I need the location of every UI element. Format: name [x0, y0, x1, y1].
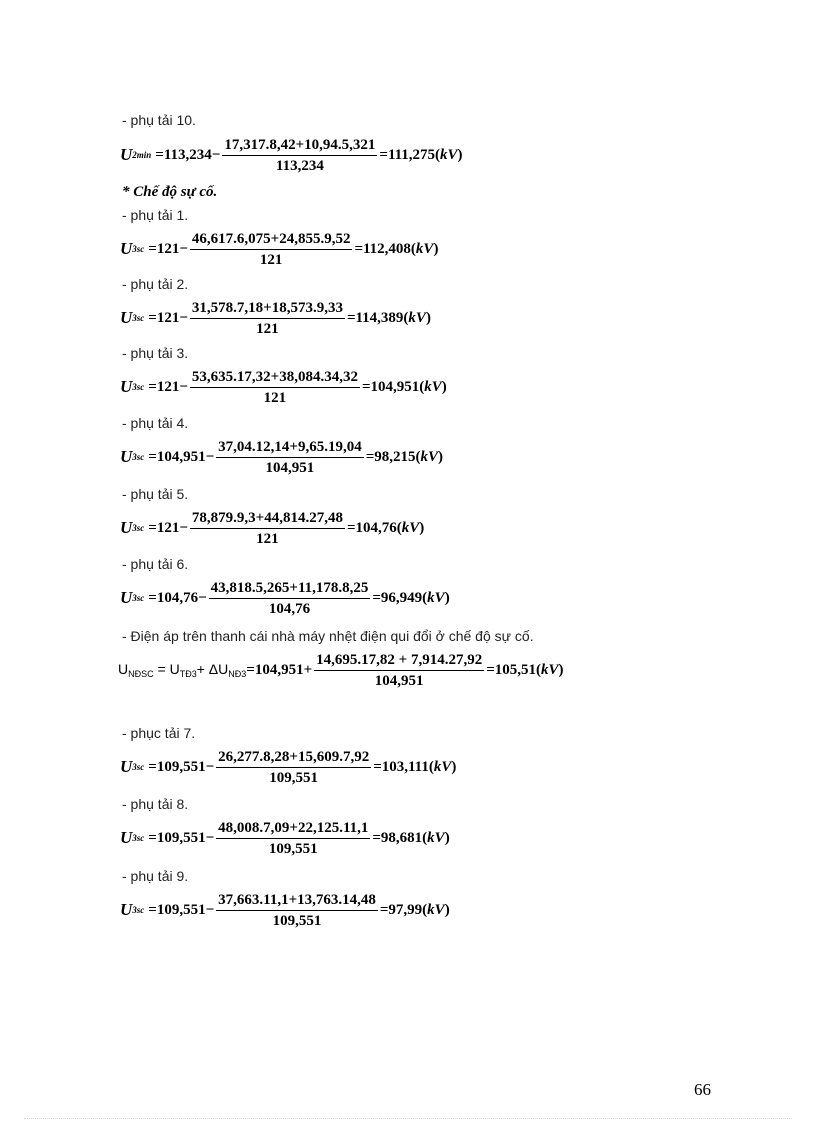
delta-voltage: + ΔU — [196, 661, 229, 677]
equation-load-10 — [120, 135, 463, 175]
unit: kV — [433, 758, 452, 775]
voltage-symbol: U — [120, 377, 133, 396]
fraction — [190, 368, 360, 407]
equation-result: =104,951( — [361, 378, 425, 395]
fraction-numerator: 43,818.5,265+11,178.8,25 — [209, 579, 371, 599]
fraction — [190, 230, 353, 269]
voltage-symbol: U — [120, 900, 133, 919]
fraction-denominator: 109,551 — [272, 912, 322, 929]
unit: kV — [424, 378, 442, 395]
unit-close: ) — [419, 519, 425, 536]
fraction-numerator: 31,578.7,18+18,573.9,33 — [190, 299, 345, 319]
equation-result: =97,99( — [379, 901, 428, 918]
voltage-subscript: TĐ3 — [179, 669, 197, 679]
equation-result: =98,681( — [372, 829, 428, 846]
voltage-symbol: U — [120, 757, 133, 776]
voltage-symbol: U — [120, 588, 133, 607]
unit: kV — [427, 901, 445, 918]
load-label-1: - phụ tải 1. — [122, 207, 189, 223]
equation-lhs: =109,551− — [148, 901, 215, 918]
unit-close: ) — [457, 146, 463, 163]
voltage-subscript: NĐ3 — [228, 669, 247, 679]
fraction-denominator: 113,234 — [275, 157, 324, 174]
unit-close: ) — [444, 589, 450, 606]
load-label-9: - phụ tải 9. — [122, 868, 189, 884]
equation-result: =98,215( — [365, 448, 421, 465]
load-label-8: - phụ tải 8. — [122, 796, 189, 812]
unit: kV — [415, 240, 434, 257]
unit-close: ) — [433, 240, 439, 257]
voltage-symbol: U — [120, 447, 133, 466]
voltage-subscript: 3sc — [132, 244, 145, 254]
load-label-2: - phụ tải 2. — [122, 276, 189, 292]
fraction-numerator: 14,695.17,82 + 7,914.27,92 — [314, 651, 484, 671]
unit-close: ) — [438, 448, 444, 465]
fraction — [190, 509, 345, 548]
fraction-denominator: 121 — [263, 389, 287, 406]
page-bottom-divider — [24, 1118, 792, 1119]
voltage-symbol: U — [120, 308, 133, 327]
fraction — [216, 748, 371, 787]
unit-close: ) — [444, 901, 450, 918]
unit: kV — [427, 589, 445, 606]
equation-load-4 — [120, 437, 443, 477]
busbar-voltage-definition — [118, 661, 246, 679]
equation-lhs: =109,551− — [148, 829, 215, 846]
voltage-subscript: 3sc — [132, 452, 145, 462]
fraction — [216, 438, 364, 477]
voltage-subscript: 3sc — [132, 905, 145, 915]
equation-load-2 — [120, 298, 431, 338]
unit: kV — [401, 519, 420, 536]
unit-close: ) — [558, 661, 564, 678]
fraction — [314, 651, 484, 690]
unit: kV — [408, 309, 426, 326]
fraction-numerator: 78,879.9,3+44,814.27,48 — [190, 509, 345, 529]
equation-lhs: =104,951+ — [246, 661, 313, 678]
unit: kV — [541, 661, 559, 678]
equation-result: =111,275( — [379, 146, 441, 163]
equation-result: =103,111( — [373, 758, 434, 775]
unit-close: ) — [451, 758, 457, 775]
voltage-subscript: NĐSC — [128, 669, 154, 679]
equation-result: =104,76( — [346, 519, 402, 536]
voltage-symbol: U — [120, 239, 133, 258]
load-label-10: - phụ tải 10. — [122, 112, 196, 128]
fraction — [222, 136, 377, 175]
equation-lhs: =121− — [148, 519, 188, 536]
voltage-symbol: U — [120, 828, 133, 847]
unit: kV — [420, 448, 439, 465]
equation-lhs: =121− — [148, 240, 188, 257]
equation-load-3 — [120, 367, 447, 407]
page-number: 66 — [694, 1080, 711, 1099]
fraction-numerator: 53,635.17,32+38,084.34,32 — [190, 368, 360, 388]
voltage-subscript: 3sc — [132, 523, 145, 533]
load-label-6: - phụ tải 6. — [122, 556, 189, 572]
equation-lhs: =121− — [148, 378, 188, 395]
load-label-3: - phụ tải 3. — [122, 345, 189, 361]
fraction — [209, 579, 371, 618]
equation-lhs: =113,234− — [155, 146, 221, 163]
fraction-numerator: 48,008.7,09+22,125.11,1 — [216, 819, 370, 839]
fraction — [216, 819, 370, 858]
voltage-subscript: 3sc — [132, 382, 145, 392]
unit-close: ) — [444, 829, 450, 846]
fraction-denominator: 121 — [256, 320, 279, 337]
voltage-symbol: U — [120, 145, 133, 164]
voltage-subscript: 2min — [132, 150, 152, 160]
load-label-4: - phụ tải 4. — [122, 415, 189, 431]
fraction-denominator: 109,551 — [268, 840, 318, 857]
equation-load-1 — [120, 229, 438, 269]
unit: kV — [427, 829, 445, 846]
fraction-numerator: 46,617.6,075+24,855.9,52 — [190, 230, 353, 250]
equals-sign: = U — [153, 661, 180, 677]
section-heading-fault-mode: * Chế độ sự cố. — [122, 184, 218, 200]
equation-result: =105,51( — [486, 661, 541, 678]
equation-lhs: =104,951− — [148, 448, 215, 465]
fraction-denominator: 104,951 — [265, 459, 315, 476]
fraction — [190, 299, 345, 338]
unit-close: ) — [425, 309, 431, 326]
voltage-symbol: U — [118, 661, 129, 677]
fraction-denominator: 104,951 — [374, 672, 424, 689]
equation-load-7 — [120, 747, 456, 787]
equation-lhs: =109,551− — [148, 758, 215, 775]
equation-lhs: =121− — [148, 309, 188, 326]
unit: kV — [440, 146, 458, 163]
load-label-7: - phục tải 7. — [122, 725, 196, 741]
fraction-numerator: 37,04.12,14+9,65.19,04 — [216, 438, 364, 458]
load-label-5: - phụ tải 5. — [122, 486, 189, 502]
fraction — [216, 891, 378, 930]
fraction-denominator: 104,76 — [268, 600, 311, 617]
busbar-voltage-label: - Điện áp trên thanh cái nhà máy nhệt điện qui đổi ở chế độ sự cố. — [122, 628, 534, 644]
voltage-subscript: 3sc — [132, 762, 145, 772]
fraction-denominator: 121 — [256, 530, 279, 547]
equation-result: =112,408( — [354, 240, 416, 257]
equation-busbar-voltage — [118, 650, 564, 690]
voltage-subscript: 3sc — [132, 593, 145, 603]
equation-load-9 — [120, 890, 450, 930]
equation-load-8 — [120, 818, 450, 858]
voltage-symbol: U — [120, 518, 133, 537]
equation-load-6 — [120, 578, 450, 618]
voltage-subscript: 3sc — [132, 833, 145, 843]
equation-lhs: =104,76− — [148, 589, 207, 606]
fraction-numerator: 17,317.8,42+10,94.5,321 — [222, 136, 377, 156]
equation-result: =96,949( — [372, 589, 428, 606]
fraction-denominator: 109,551 — [269, 769, 319, 786]
equation-load-5 — [120, 508, 424, 548]
fraction-numerator: 37,663.11,1+13,763.14,48 — [216, 891, 378, 911]
fraction-denominator: 121 — [259, 251, 283, 268]
unit-close: ) — [441, 378, 447, 395]
fraction-numerator: 26,277.8,28+15,609.7,92 — [216, 748, 371, 768]
equation-result: =114,389( — [346, 309, 409, 326]
voltage-subscript: 3sc — [132, 313, 145, 323]
